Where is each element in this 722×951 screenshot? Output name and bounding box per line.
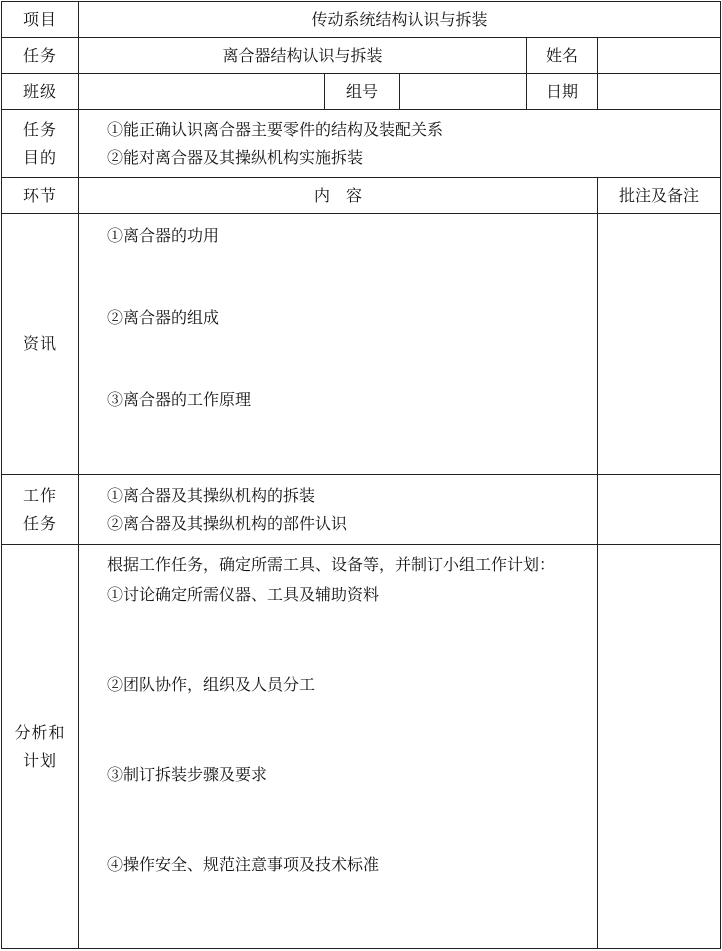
analysis-item: ③制订拆装步骤及要求: [107, 765, 268, 784]
analysis-label-line1: 分析和: [14, 722, 66, 742]
analysis-row: [2, 545, 721, 949]
task-label: 任务: [2, 38, 79, 74]
work-task-row: [2, 475, 721, 545]
work-task-item: ①离合器及其操纵机构的拆装: [107, 485, 316, 505]
task-worksheet-table: [1, 1, 721, 949]
task-value: 离合器结构认识与拆装: [79, 38, 527, 74]
work-task-item: ②离合器及其操纵机构的部件认识: [107, 513, 348, 533]
project-row: [2, 2, 721, 38]
content-header: 内 容: [79, 178, 598, 214]
work-task-label-line2: 任务: [22, 513, 57, 533]
task-row: [2, 38, 721, 74]
date-label: 日期: [527, 74, 598, 110]
group-field[interactable]: [400, 74, 527, 110]
objective-label-line1: 任务: [22, 119, 57, 139]
info-item: ①离合器的功用: [107, 226, 220, 245]
stage-header: 环节: [2, 178, 79, 214]
analysis-content: [79, 545, 598, 949]
project-label: 项目: [2, 2, 79, 38]
work-task-label-line1: 工作: [22, 485, 57, 505]
name-field[interactable]: [598, 38, 721, 74]
header-row: [2, 178, 721, 214]
work-task-label: [2, 475, 79, 545]
info-item: ②离合器的组成: [107, 308, 220, 327]
objective-label-line2: 目的: [22, 147, 57, 167]
work-task-content: [79, 475, 598, 545]
analysis-item: ①讨论确定所需仪器、工具及辅助资料: [107, 585, 380, 604]
analysis-label: [2, 545, 79, 949]
info-content: [79, 214, 598, 475]
objective-row: [2, 110, 721, 178]
name-label: 姓名: [527, 38, 598, 74]
analysis-label-line2: 计划: [22, 750, 57, 770]
objective-content: [79, 110, 721, 178]
info-item: ③离合器的工作原理: [107, 390, 252, 409]
class-field[interactable]: [79, 74, 325, 110]
class-label: 班级: [2, 74, 79, 110]
objective-item: ①能正确认识离合器主要零件的结构及装配关系: [107, 119, 444, 139]
info-notes-cell[interactable]: [598, 214, 721, 475]
objective-label: [2, 110, 79, 178]
group-label: 组号: [325, 74, 400, 110]
info-row: [2, 214, 721, 475]
date-field[interactable]: [598, 74, 721, 110]
work-task-notes-cell[interactable]: [598, 475, 721, 545]
class-row: [2, 74, 721, 110]
analysis-item: ②团队协作，组织及人员分工: [107, 675, 316, 694]
objective-item: ②能对离合器及其操纵机构实施拆装: [107, 147, 364, 167]
notes-header: 批注及备注: [598, 178, 721, 214]
analysis-notes-cell[interactable]: [598, 545, 721, 949]
analysis-item: ④操作安全、规范注意事项及技术标准: [107, 855, 380, 874]
project-value: 传动系统结构认识与拆装: [79, 2, 721, 38]
analysis-intro: 根据工作任务，确定所需工具、设备等，并制订小组工作计划：: [107, 555, 556, 574]
info-label: 资讯: [2, 214, 79, 475]
